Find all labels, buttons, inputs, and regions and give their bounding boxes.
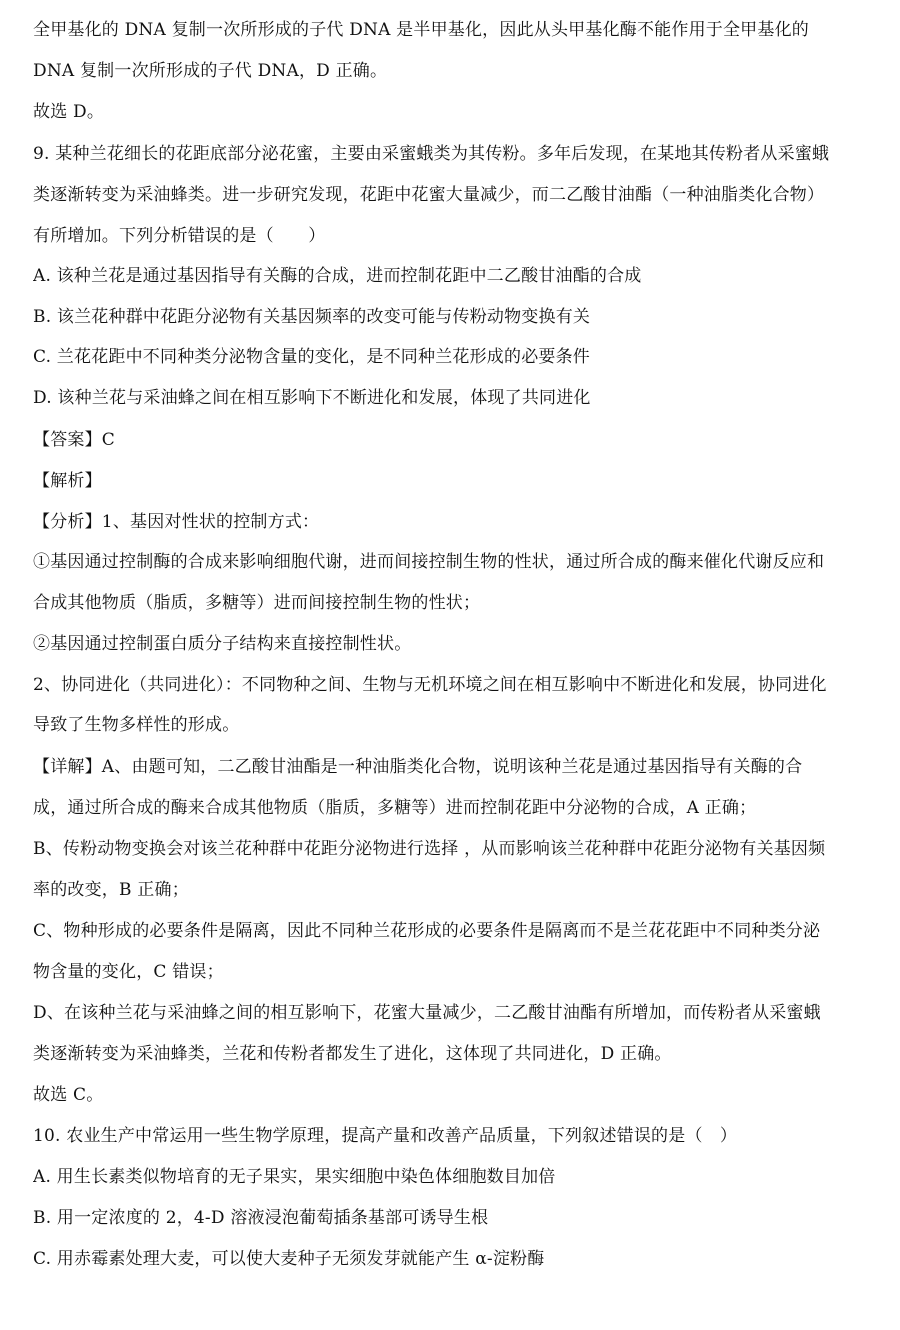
q9-option-d: D. 该种兰花与采油蜂之间在相互影响下不断进化和发展，体现了共同进化 [33, 388, 591, 408]
continuation-line-1: 全甲基化的 DNA 复制一次所形成的子代 DNA 是半甲基化，因此从头甲基化酶不能作用于全甲基化的 [33, 20, 809, 40]
q9-stem-line-3: 有所增加。下列分析错误的是（ ） [33, 226, 326, 246]
q9-stem-line-1: 9. 某种兰花细长的花距底部分泌花蜜，主要由采蜜蛾类为其传粉。多年后发现，在某地其传粉者从采蜜蛾 [33, 144, 830, 164]
q9-point1-line-2: 合成其他物质（脂质，多糖等）进而间接控制生物的性状； [33, 593, 481, 613]
q9-detail-c-line-2: 物含量的变化，C 错误； [33, 962, 224, 982]
q9-stem-line-2: 类逐渐转变为采油蜂类。进一步研究发现，花距中花蜜大量减少，而二乙酸甘油酯（一种油脂类化合物） [33, 185, 825, 205]
q9-detail-a-line-1: 【详解】A、由题可知，二乙酸甘油酯是一种油脂类化合物，说明该种兰花是通过基因指导有关酶的合 [33, 757, 803, 777]
q9-detail-d-line-2: 类逐渐转变为采油蜂类，兰花和传粉者都发生了进化，这体现了共同进化，D 正确。 [33, 1044, 672, 1064]
q9-detail-b-line-2: 率的改变，B 正确； [33, 880, 189, 900]
continuation-line-2: DNA 复制一次所形成的子代 DNA，D 正确。 [33, 61, 388, 81]
q10-stem: 10. 农业生产中常运用一些生物学原理，提高产量和改善产品质量，下列叙述错误的是（ ） [33, 1126, 738, 1146]
q9-coevolution-line-2: 导致了生物多样性的形成。 [33, 715, 240, 735]
q10-option-a: A. 用生长素类似物培育的无子果实，果实细胞中染色体细胞数目加倍 [33, 1167, 556, 1187]
q9-coevolution-line-1: 2、协同进化（共同进化）：不同物种之间、生物与无机环境之间在相互影响中不断进化和发展，协同进化 [33, 675, 827, 695]
q9-analysis-intro: 【分析】1、基因对性状的控制方式： [33, 512, 320, 532]
q9-point2: ②基因通过控制蛋白质分子结构来直接控制性状。 [33, 634, 412, 654]
q9-conclusion: 故选 C。 [33, 1085, 104, 1105]
q9-detail-c-line-1: C、物种形成的必要条件是隔离，因此不同种兰花形成的必要条件是隔离而不是兰花花距中不同种类分泌 [33, 921, 821, 941]
q9-analysis-header: 【解析】 [33, 471, 102, 491]
continuation-conclusion: 故选 D。 [33, 102, 105, 122]
q10-option-c: C. 用赤霉素处理大麦，可以使大麦种子无须发芽就能产生 α-淀粉酶 [33, 1249, 545, 1269]
q10-option-b: B. 用一定浓度的 2，4-D 溶液浸泡葡萄插条基部可诱导生根 [33, 1208, 489, 1228]
q9-option-b: B. 该兰花种群中花距分泌物有关基因频率的改变可能与传粉动物变换有关 [33, 307, 591, 327]
q9-answer: 【答案】C [33, 430, 116, 450]
q9-detail-d-line-1: D、在该种兰花与采油蜂之间的相互影响下，花蜜大量减少，二乙酸甘油酯有所增加，而传粉者从采蜜蛾 [33, 1003, 821, 1023]
q9-point1-line-1: ①基因通过控制酶的合成来影响细胞代谢，进而间接控制生物的性状，通过所合成的酶来催化代谢反应和 [33, 552, 825, 572]
q9-detail-b-line-1: B、传粉动物变换会对该兰花种群中花距分泌物进行选择 ，从而影响该兰花种群中花距分泌物有关基因频 [33, 839, 826, 859]
q9-detail-a-line-2: 成，通过所合成的酶来合成其他物质（脂质，多糖等）进而控制花距中分泌物的合成，A 正确； [33, 798, 757, 818]
q9-option-c: C. 兰花花距中不同种类分泌物含量的变化，是不同种兰花形成的必要条件 [33, 347, 591, 367]
q9-option-a: A. 该种兰花是通过基因指导有关酶的合成，进而控制花距中二乙酸甘油酯的合成 [33, 266, 642, 286]
